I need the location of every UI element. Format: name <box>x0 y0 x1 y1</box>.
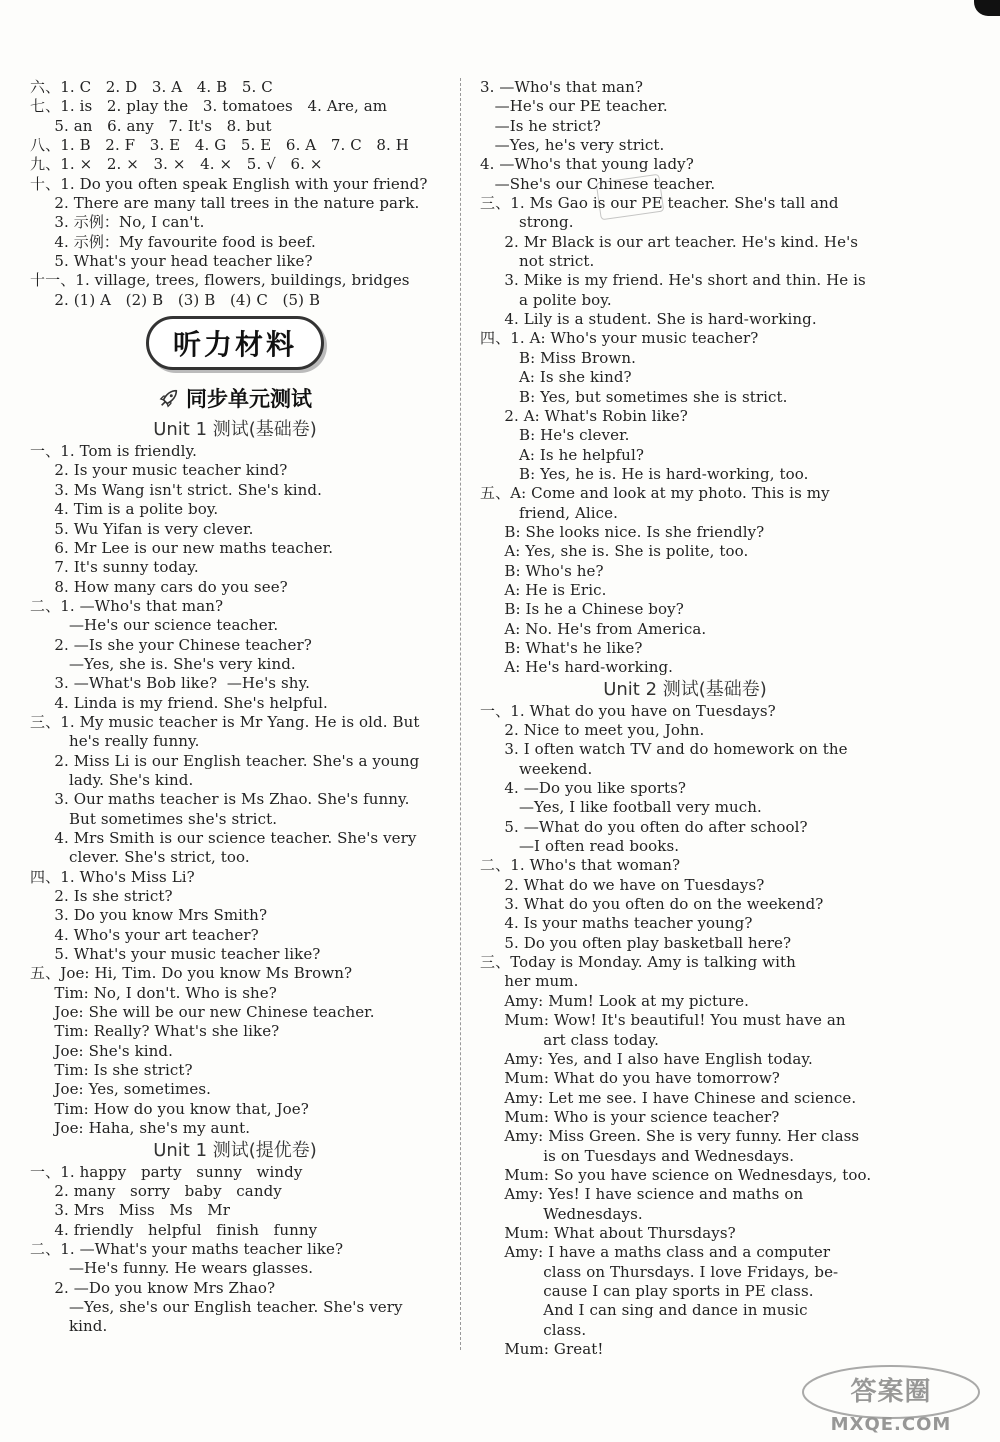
text-line: —He's funny. He wears glasses. <box>30 1259 314 1278</box>
text-line: 四、1. A: Who's your music teacher? <box>480 329 759 348</box>
text-line: class on Thursdays. I love Fridays, be- <box>480 1262 839 1281</box>
watermark-logo <box>796 1362 986 1434</box>
text-line: B: Yes, he is. He is hard-working, too. <box>480 464 809 483</box>
text-line: B: Who's he? <box>480 561 604 580</box>
unit1-advanced-title: Unit 1 测试(提优卷) <box>153 1139 317 1161</box>
text-line: Tim: How do you know that, Joe? <box>30 1099 309 1118</box>
text-line: Wednesdays. <box>480 1204 643 1223</box>
text-line: Mum: Who is your science teacher? <box>480 1107 780 1126</box>
text-line: 七、1. is 2. play the 3. tomatoes 4. Are, am <box>30 97 388 116</box>
text-line: 4. Who's your art teacher? <box>30 925 259 944</box>
text-line: 5. an 6. any 7. It's 8. but <box>30 116 272 135</box>
text-line: 5. Do you often play basketball here? <box>480 933 792 952</box>
text-line: 3. —Who's that man? <box>480 78 643 96</box>
text-line: 2. many sorry baby candy <box>30 1181 282 1200</box>
text-line: 5. —What do you often do after school? <box>480 817 808 836</box>
text-line: —Yes, she's our English teacher. She's very <box>30 1297 403 1316</box>
text-line: 六、1. C 2. D 3. A 4. B 5. C <box>30 78 273 96</box>
text-line: 九、1. × 2. × 3. × 4. × 5. √ 6. × <box>30 155 323 174</box>
text-line: lady. She's kind. <box>30 770 194 789</box>
text-line: 8. How many cars do you see? <box>30 577 288 596</box>
text-line: 3. —What's Bob like? —He's shy. <box>30 674 310 693</box>
text-line: 3. 示例：No, I can't. <box>30 213 205 232</box>
text-line: 2. —Do you know Mrs Zhao? <box>30 1278 276 1297</box>
section-title-box <box>30 314 440 372</box>
text-line: Joe: Haha, she's my aunt. <box>30 1119 251 1138</box>
text-line: B: She looks nice. Is she friendly? <box>480 522 765 541</box>
text-line: 五、A: Come and look at my photo. This is my <box>480 484 830 503</box>
text-line: —He's our science teacher. <box>30 616 279 635</box>
text-line: Mum: So you have science on Wednesdays, too. <box>480 1165 872 1184</box>
text-line: 3. Our maths teacher is Ms Zhao. She's funny. <box>30 790 410 809</box>
unit2-basic-title: Unit 2 测试(基础卷) <box>603 678 767 700</box>
text-line: Amy: Yes! I have science and maths on <box>480 1185 804 1204</box>
text-line: Mum: What about Thursdays? <box>480 1223 736 1242</box>
text-line: A: Yes, she is. She is polite, too. <box>480 542 749 561</box>
text-line: Amy: Miss Green. She is very funny. Her class <box>480 1127 860 1146</box>
text-line: —Yes, I like football very much. <box>480 798 762 817</box>
text-line: —Yes, he's very strict. <box>480 136 665 155</box>
text-line: 4. Is your maths teacher young? <box>480 914 753 933</box>
text-line: 2. What do we have on Tuesdays? <box>480 875 765 894</box>
watermark-logo-text: 答案圈 <box>850 1377 932 1407</box>
unit2-basic-block <box>480 702 890 1360</box>
text-line: Amy: I have a maths class and a computer <box>480 1243 831 1262</box>
text-line: Amy: Mum! Look at my picture. <box>480 991 750 1010</box>
text-line: B: Yes, but sometimes she is strict. <box>480 387 788 406</box>
text-line: 十一、1. village, trees, flowers, buildings, bridges <box>30 271 410 290</box>
text-line: Mum: What do you have tomorrow? <box>480 1069 780 1088</box>
text-line: 3. What do you often do on the weekend? <box>480 895 824 914</box>
text-line: 2. There are many tall trees in the nature park. <box>30 194 420 213</box>
text-line: a polite boy. <box>480 290 612 309</box>
text-line: art class today. <box>480 1030 659 1049</box>
text-line: Tim: No, I don't. Who is she? <box>30 983 277 1002</box>
text-line: —I often read books. <box>480 837 680 856</box>
text-line: 6. Mr Lee is our new maths teacher. <box>30 538 334 557</box>
text-line: 4. —Who's that young lady? <box>480 155 694 174</box>
text-line: 3. Do you know Mrs Smith? <box>30 906 268 925</box>
text-line: 二、1. Who's that woman? <box>480 856 681 875</box>
rocket-icon <box>158 387 180 409</box>
subsection-title-text: 同步单元测试 <box>186 387 312 412</box>
text-line: Tim: Is she strict? <box>30 1061 193 1080</box>
subsection-title <box>158 383 312 413</box>
answer-key-block <box>30 78 440 310</box>
section-title: 听力材料 <box>146 316 324 370</box>
text-line: 4. 示例：My favourite food is beef. <box>30 232 316 251</box>
text-line: 4. Lily is a student. She is hard-working. <box>480 310 817 329</box>
right-column <box>480 78 890 1359</box>
text-line: cause I can play sports in PE class. <box>480 1281 814 1300</box>
unit1-basic-title: Unit 1 测试(基础卷) <box>153 419 317 441</box>
text-line: friend, Alice. <box>480 503 619 522</box>
text-line: 5. What's your head teacher like? <box>30 252 313 271</box>
text-line: 三、Today is Monday. Amy is talking with <box>480 953 796 972</box>
text-line: 一、1. Tom is friendly. <box>30 442 198 461</box>
text-line: he's really funny. <box>30 732 200 751</box>
text-line: 3. I often watch TV and do homework on the <box>480 740 848 759</box>
text-line: 五、Joe: Hi, Tim. Do you know Ms Brown? <box>30 964 353 983</box>
text-line: B: Miss Brown. <box>480 348 637 367</box>
text-line: 4. friendly helpful finish funny <box>30 1220 318 1239</box>
text-line: 二、1. —Who's that man? <box>30 596 224 615</box>
column-divider <box>460 78 461 1350</box>
text-line: not strict. <box>480 252 595 271</box>
left-column <box>30 78 440 1337</box>
text-line: And I can sing and dance in music <box>480 1301 808 1320</box>
text-line: 2. A: What's Robin like? <box>480 406 688 425</box>
subsection-title-box <box>30 378 440 418</box>
text-line: A: No. He's from America. <box>480 619 707 638</box>
text-line: 十、1. Do you often speak English with your friend? <box>30 174 428 193</box>
text-line: Joe: Yes, sometimes. <box>30 1080 212 1099</box>
text-line: Joe: She's kind. <box>30 1041 174 1060</box>
text-line: 四、1. Who's Miss Li? <box>30 867 195 886</box>
text-line: 3. Mike is my friend. He's short and thin. He is <box>480 271 866 290</box>
text-line: Joe: She will be our new Chinese teacher. <box>30 1003 375 1022</box>
text-line: 4. Tim is a polite boy. <box>30 500 219 519</box>
text-line: class. <box>480 1320 587 1339</box>
text-line: 2. (1) A (2) B (3) B (4) C (5) B <box>30 290 321 309</box>
text-line: 3. Ms Wang isn't strict. She's kind. <box>30 480 322 499</box>
text-line: 一、1. happy party sunny windy <box>30 1162 303 1181</box>
text-line: —Yes, she is. She's very kind. <box>30 654 296 673</box>
text-line: 7. It's sunny today. <box>30 558 199 577</box>
text-line: 2. —Is she your Chinese teacher? <box>30 635 312 654</box>
text-line: 4. Mrs Smith is our science teacher. She's very <box>30 829 417 847</box>
text-line: 5. What's your music teacher like? <box>30 945 321 964</box>
text-line: 4. Linda is my friend. She's helpful. <box>30 693 328 712</box>
text-line: —He's our PE teacher. <box>480 97 668 116</box>
corner-mark <box>974 0 1000 16</box>
text-line: 三、1. My music teacher is Mr Yang. He is old. But <box>30 712 420 731</box>
text-line: strong. <box>480 213 574 232</box>
text-line: 2. Miss Li is our English teacher. She's a young <box>30 751 420 770</box>
text-line: 2. Mr Black is our art teacher. He's kind. He's <box>480 232 859 251</box>
text-line: A: He is Eric. <box>480 580 607 599</box>
text-line: Mum: Great! <box>480 1340 604 1358</box>
text-line: her mum. <box>480 972 579 991</box>
text-line: A: He's hard-working. <box>480 658 674 677</box>
text-line: clever. She's strict, too. <box>30 848 250 867</box>
text-line: weekend. <box>480 759 593 778</box>
text-line: B: Is he a Chinese boy? <box>480 600 684 619</box>
text-line: Amy: Yes, and I also have English today. <box>480 1049 813 1068</box>
text-line: 二、1. —What's your maths teacher like? <box>30 1239 344 1258</box>
unit1-advanced-block <box>30 1163 440 1337</box>
text-line: is on Tuesdays and Wednesdays. <box>480 1146 795 1165</box>
text-line: A: Is he helpful? <box>480 445 644 464</box>
watermark-url: MXQE.COM <box>830 1414 952 1434</box>
text-line: —She's our Chinese teacher. <box>480 174 716 193</box>
text-line: Amy: Let me see. I have Chinese and science. <box>480 1088 857 1107</box>
unit1-basic-block <box>30 442 440 1138</box>
text-line: 3. Mrs Miss Ms Mr <box>30 1201 230 1220</box>
text-line: Tim: Really? What's she like? <box>30 1022 280 1041</box>
text-line: B: What's he like? <box>480 638 643 657</box>
text-line: 八、1. B 2. F 3. E 4. G 5. E 6. A 7. C 8. H <box>30 136 409 155</box>
text-line: 2. Is she strict? <box>30 887 173 906</box>
text-line: 三、1. Ms Gao is our PE teacher. She's tall and <box>480 194 839 213</box>
text-line: kind. <box>30 1317 108 1336</box>
text-line: 5. Wu Yifan is very clever. <box>30 519 254 538</box>
text-line: Mum: Wow! It's beautiful! You must have an <box>480 1011 846 1030</box>
text-line: 4. —Do you like sports? <box>480 779 687 798</box>
unit1-basic-continued-block <box>480 78 890 678</box>
text-line: —Is he strict? <box>480 116 601 135</box>
text-line: 2. Is your music teacher kind? <box>30 461 288 480</box>
text-line: B: He's clever. <box>480 426 630 445</box>
text-line: But sometimes she's strict. <box>30 809 278 828</box>
text-line: A: Is she kind? <box>480 368 632 387</box>
text-line: 2. Nice to meet you, John. <box>480 721 705 739</box>
text-line: 一、1. What do you have on Tuesdays? <box>480 701 776 720</box>
